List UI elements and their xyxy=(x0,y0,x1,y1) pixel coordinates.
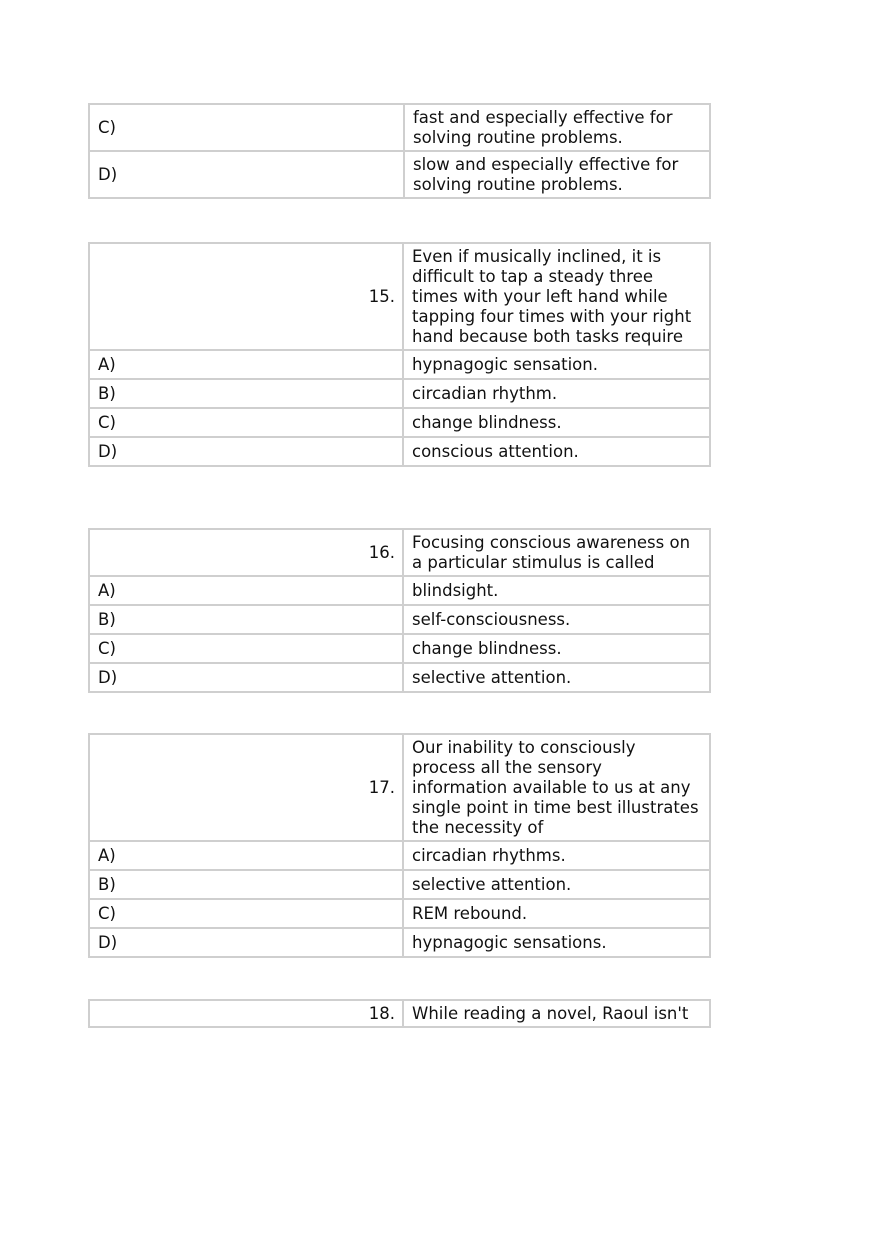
question-18-table xyxy=(88,999,711,1028)
option-row xyxy=(89,379,710,408)
option-text: conscious attention. xyxy=(403,437,710,466)
option-text: selective attention. xyxy=(403,870,710,899)
option-letter: B) xyxy=(89,605,403,634)
option-text: fast and especially effective for solving routine problems. xyxy=(404,104,710,151)
question-17-table xyxy=(88,733,711,958)
option-text: self-consciousness. xyxy=(403,605,710,634)
option-row xyxy=(89,437,710,466)
option-text: change blindness. xyxy=(403,408,710,437)
option-letter: A) xyxy=(89,841,403,870)
option-text: slow and especially effective for solving routine problems. xyxy=(404,151,710,198)
option-letter: A) xyxy=(89,576,403,605)
option-row xyxy=(89,104,710,151)
option-row xyxy=(89,151,710,198)
option-row xyxy=(89,899,710,928)
option-text: REM rebound. xyxy=(403,899,710,928)
question-14-options-table xyxy=(88,103,711,199)
question-16-table xyxy=(88,528,711,693)
option-row xyxy=(89,663,710,692)
option-text: change blindness. xyxy=(403,634,710,663)
option-row xyxy=(89,350,710,379)
option-row xyxy=(89,841,710,870)
question-number: 18. xyxy=(89,1000,403,1027)
question-row xyxy=(89,1000,710,1027)
question-number: 15. xyxy=(89,243,403,350)
question-row xyxy=(89,529,710,576)
option-letter: C) xyxy=(89,634,403,663)
option-row xyxy=(89,928,710,957)
option-letter: D) xyxy=(89,663,403,692)
option-text: blindsight. xyxy=(403,576,710,605)
option-letter: C) xyxy=(89,408,403,437)
option-text: hypnagogic sensation. xyxy=(403,350,710,379)
option-row xyxy=(89,408,710,437)
question-stem: Even if musically inclined, it is difﬁcult to tap a steady three times with your left hand while tapping four times with your right hand because both tasks require xyxy=(403,243,710,350)
option-row xyxy=(89,870,710,899)
option-row xyxy=(89,634,710,663)
question-number: 16. xyxy=(89,529,403,576)
option-letter: C) xyxy=(89,104,404,151)
option-letter: B) xyxy=(89,379,403,408)
option-row xyxy=(89,605,710,634)
question-row xyxy=(89,734,710,841)
option-letter: D) xyxy=(89,928,403,957)
option-letter: C) xyxy=(89,899,403,928)
question-stem: While reading a novel, Raoul isn't xyxy=(403,1000,710,1027)
option-text: circadian rhythm. xyxy=(403,379,710,408)
option-letter: A) xyxy=(89,350,403,379)
option-text: hypnagogic sensations. xyxy=(403,928,710,957)
option-letter: B) xyxy=(89,870,403,899)
option-letter: D) xyxy=(89,437,403,466)
option-text: circadian rhythms. xyxy=(403,841,710,870)
option-text: selective attention. xyxy=(403,663,710,692)
option-row xyxy=(89,576,710,605)
question-stem: Focusing conscious awareness on a particular stimulus is called xyxy=(403,529,710,576)
question-row xyxy=(89,243,710,350)
question-stem: Our inability to consciously process all the sensory information available to us at any single point in time best illustrates the necessity of xyxy=(403,734,710,841)
question-15-table xyxy=(88,242,711,467)
option-letter: D) xyxy=(89,151,404,198)
question-number: 17. xyxy=(89,734,403,841)
